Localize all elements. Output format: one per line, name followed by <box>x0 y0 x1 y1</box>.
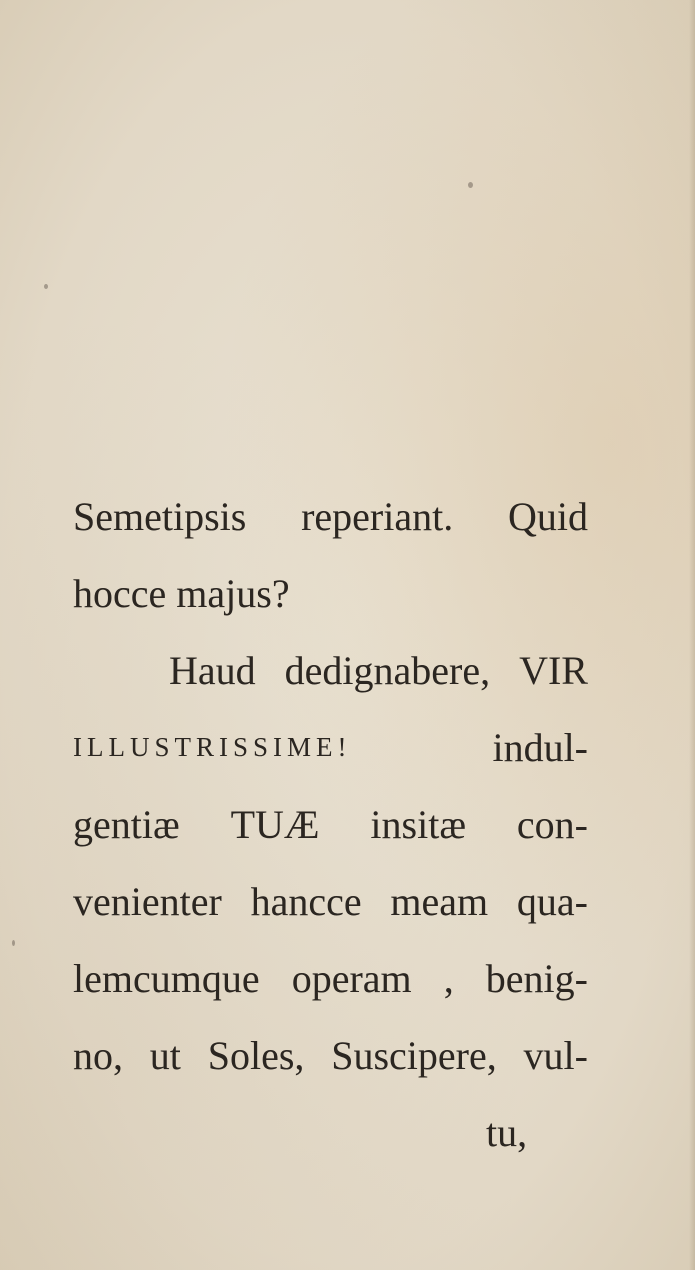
word: gentiæ <box>73 802 180 847</box>
word: reperiant. <box>301 494 454 539</box>
word: hancce <box>250 879 362 924</box>
text-line-8 <box>73 1017 588 1094</box>
word: operam <box>291 956 412 1001</box>
text-line-4 <box>73 709 588 786</box>
body-text <box>73 478 588 1094</box>
word: venienter <box>73 879 222 924</box>
word: Quid <box>507 494 588 539</box>
word: meam <box>390 879 489 924</box>
text-line-1 <box>73 478 588 555</box>
word: Suscipere, <box>331 1033 497 1078</box>
text-line-6 <box>73 863 588 940</box>
word: majus? <box>176 571 290 616</box>
word: indul- <box>492 725 588 770</box>
word: Semetipsis <box>73 494 247 539</box>
word: qua- <box>516 879 588 924</box>
ink-speck <box>468 182 473 188</box>
small-caps-word: ILLUSTRISSIME! <box>73 732 352 762</box>
word: ut <box>149 1033 181 1078</box>
word: benig- <box>485 956 588 1001</box>
text-line-3 <box>73 632 588 709</box>
word: VIR <box>519 648 588 693</box>
word: insitæ <box>370 802 466 847</box>
word: hocce <box>73 571 167 616</box>
catchword: tu, <box>486 1110 528 1155</box>
word: Soles, <box>207 1033 305 1078</box>
word: con- <box>516 802 588 847</box>
text-line-7 <box>73 940 588 1017</box>
word: lemcumque <box>73 956 260 1001</box>
page-edge-shadow <box>689 0 695 1270</box>
word: no, <box>73 1033 123 1078</box>
text-line-2 <box>73 555 588 632</box>
word: TUÆ <box>230 802 320 847</box>
text-line-5 <box>73 786 588 863</box>
word: vul- <box>523 1033 588 1078</box>
word: , <box>443 956 454 1001</box>
word: dedignabere, <box>284 648 491 693</box>
word: Haud <box>169 648 256 693</box>
ink-speck <box>12 940 15 946</box>
ink-speck <box>44 284 48 289</box>
